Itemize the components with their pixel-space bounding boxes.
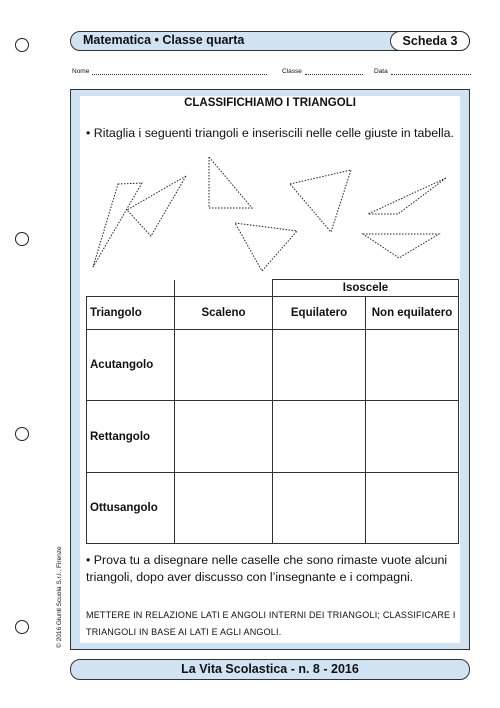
cell-acute-scalene[interactable] (175, 330, 273, 401)
name-line[interactable] (92, 68, 267, 75)
col-header-not-equilateral: Non equilatero (366, 297, 459, 330)
footer-bar: La Vita Scolastica - n. 8 - 2016 (70, 659, 470, 680)
binder-hole-lower (15, 427, 29, 441)
copyright-notice: © 2016 Giunti Scuola S.r.l., Firenze (56, 546, 63, 648)
objectives-note: METTERE IN RELAZIONE LATI E ANGOLI INTERNI DEI TRIANGOLI; CLASSIFICARE I TRIANGOLI IN BASE AI LATI E AGLI ANGOLI. (86, 610, 456, 637)
sheet-number: Scheda 3 (390, 31, 470, 51)
triangle-f (368, 178, 446, 214)
date-field[interactable] (374, 68, 471, 75)
binder-hole-bottom (15, 620, 29, 634)
cell-obtuse-not-equilateral[interactable] (366, 473, 459, 544)
classification-table (86, 279, 459, 544)
header-bar (70, 31, 470, 51)
cell-right-not-equilateral[interactable] (366, 401, 459, 473)
cell-acute-not-equilateral[interactable] (366, 330, 459, 401)
row-label-acute: Acutangolo (87, 330, 175, 401)
class-label: Classe (282, 68, 302, 75)
date-line[interactable] (391, 68, 471, 75)
row-label-right: Rettangolo (87, 401, 175, 473)
binder-hole-upper (15, 232, 29, 246)
col-header-equilateral: Equilatero (273, 297, 366, 330)
cell-right-equilateral[interactable] (273, 401, 366, 473)
cell-right-scalene[interactable] (175, 401, 273, 473)
date-label: Data (374, 68, 388, 75)
row-label-obtuse: Ottusangolo (87, 473, 175, 544)
class-field[interactable] (282, 68, 363, 75)
name-label: Nome (72, 68, 90, 75)
col-header-scalene: Scaleno (175, 297, 273, 330)
instruction-text: • Ritaglia i seguenti triangoli e inseriscili nelle celle giuste in tabella. (86, 126, 454, 140)
triangles-cutouts (86, 150, 458, 275)
worksheet-title: CLASSIFICHIAMO I TRIANGOLI (184, 97, 356, 109)
followup-text: • Prova tu a disegnare nelle caselle che sono rimaste vuote alcuni triangoli, dopo aver discusso con l’insegnante e i compagni. (86, 553, 448, 584)
triangle-a (93, 183, 142, 267)
col-header-triangle: Triangolo (87, 297, 175, 330)
cell-acute-equilateral[interactable] (273, 330, 366, 401)
cell-obtuse-scalene[interactable] (175, 473, 273, 544)
cell-obtuse-equilateral[interactable] (273, 473, 366, 544)
name-field[interactable] (72, 68, 267, 75)
subject-label: Matematica • Classe quarta (83, 33, 245, 47)
triangle-c (209, 157, 252, 208)
class-line[interactable] (305, 68, 363, 75)
triangle-e (290, 170, 351, 232)
triangle-g (363, 234, 439, 258)
triangle-d (235, 223, 297, 271)
triangle-b (127, 176, 186, 236)
binder-hole-top (15, 38, 29, 52)
table-corner (87, 280, 175, 297)
group-header-isosceles: Isoscele (273, 280, 459, 297)
